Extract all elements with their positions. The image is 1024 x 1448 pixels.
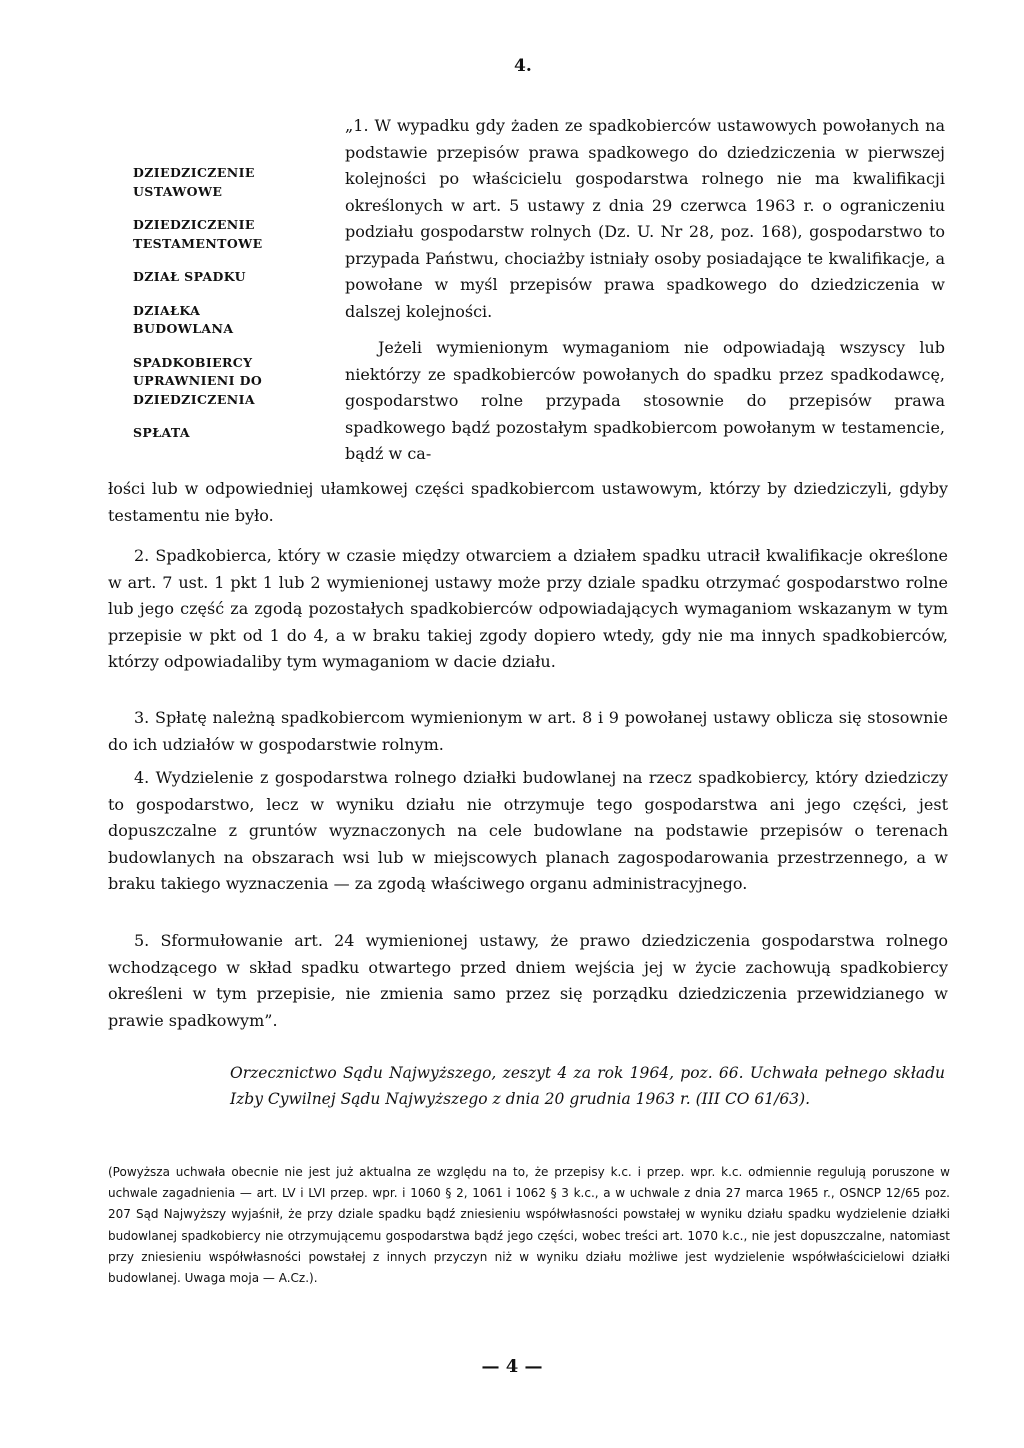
keyword-spadkobiercy-uprawnieni: SPADKOBIERCY UPRAWNIENI DO DZIEDZICZENIA <box>133 354 263 407</box>
keyword-dziedziczenie-ustawowe: DZIEDZICZENIE USTAWOWE <box>133 165 255 199</box>
paragraph-5: 5. Sformułowanie art. 24 wymienionej ustawy, że prawo dziedziczenia gospodarstwa rolnego wchodzącego w skład spadku otwartego przed dniem wejścia jej w życie zachowują spadkobiercy określeni w tym przepisie, nie zmienia samo przez się porządku dziedziczenia przewidzianego w prawie spadkowym”. <box>108 931 948 1030</box>
page-number-top: 4. <box>514 56 532 76</box>
margin-keywords <box>133 164 333 458</box>
page-number-bottom: — 4 — <box>481 1356 543 1377</box>
paragraph-1-second: Jeżeli wymienionym wymaganiom nie odpowiadają wszyscy lub niektórzy ze spadkobierców powołanych do spadku przez spadkodawcę, gospodarstwo rolne przypada stosownie do przepisów prawa spadkowego bądź pozostałym spadkobiercom powołanym w testamencie, bądź w ca- <box>345 338 945 463</box>
paragraph-1-continuation: łości lub w odpowiedniej ułamkowej części spadkobiercom ustawowym, którzy by dziedziczyli, gdyby testamentu nie było. <box>108 479 948 525</box>
editor-note: (Powyższa uchwała obecnie nie jest już aktualna ze względu na to, że przepisy k.c. i przep. wpr. k.c. odmiennie regulują poruszone w uchwale zagadnienia — art. LV i LVI przep. wpr. i 1060 § 2, 1061 i 1062 § 3 k.c., a w uchwale z dnia 27 marca 1965 r., OSNCP 12/65 poz. 207 Sąd Najwyższy wyjaśnił, że przy dziale spadku bądź zniesieniu współwłasności powstałej w wyniku działu spadku wydzielenie działki budowlanej spadkobiercy nie otrzymującemu gospodarstwa bądź jego części, wobec treści art. 1070 k.c., nie jest dopuszczalne, natomiast przy zniesieniu współwłasności powstałej z innych przyczyn niż w wyniku działu możliwe jest wydzielenie współwłaścicielowi działki budowlanej. Uwaga moja — A.Cz.). <box>108 1165 950 1286</box>
paragraph-2: 2. Spadkobierca, który w czasie między otwarciem a działem spadku utracił kwalifikacje określone w art. 7 ust. 1 pkt 1 lub 2 wymienionej ustawy może przy dziale spadku otrzymać gospodarstwo rolne lub jego część za zgodą pozostałych spadkobierców odpowiadających wymaganiom wskazanym w tym przepisie w pkt od 1 do 4, a w braku takiej zgody dopiero wtedy, gdy nie ma innych spadkobierców, którzy odpowiadaliby tym wymaganiom w dacie działu. <box>108 546 948 671</box>
paragraph-1-continuation-block <box>108 476 948 529</box>
paragraph-3-block <box>108 705 948 758</box>
keyword-dzial-spadku: DZIAŁ SPADKU <box>133 269 246 284</box>
keyword-dziedziczenie-testamentowe: DZIEDZICZENIE TESTAMENTOWE <box>133 217 263 251</box>
keyword-dzialka-budowlana: DZIAŁKA BUDOWLANA <box>133 302 234 336</box>
paragraph-2-block <box>108 543 948 676</box>
citation: Orzecznictwo Sądu Najwyższego, zeszyt 4 za rok 1964, poz. 66. Uchwała pełnego składu Izby Cywilnej Sądu Najwyższego z dnia 20 grudnia 1963 r. (III CO 61/63). <box>230 1064 945 1108</box>
keyword-splata: SPŁATA <box>133 425 191 440</box>
resolution-paragraph-1 <box>345 113 945 468</box>
paragraph-5-block <box>108 928 948 1034</box>
paragraph-4-block <box>108 765 948 898</box>
paragraph-1-intro: „1. W wypadku gdy żaden ze spadkobierców ustawowych powołanych na podstawie przepisów prawa spadkowego do dziedziczenia w pierwszej kolejności po właścicielu gospodarstwa rolnego nie ma kwalifikacji określonych w art. 5 ustawy z dnia 29 czerwca 1963 r. o ograniczeniu podziału gospodarstw rolnych (Dz. U. Nr 28, poz. 168), gospodarstwo to przypada Państwu, chociażby istniały osoby posiadające te kwalifikacje, a powołane w myśl przepisów prawa spadkowego do dziedziczenia w dalszej kolejności. <box>345 116 945 321</box>
paragraph-3: 3. Spłatę należną spadkobiercom wymienionym w art. 8 i 9 powołanej ustawy oblicza się stosownie do ich udziałów w gospodarstwie rolnym. <box>108 708 948 754</box>
paragraph-4: 4. Wydzielenie z gospodarstwa rolnego działki budowlanej na rzecz spadkobiercy, który dziedziczy to gospodarstwo, lecz w wyniku działu nie otrzymuje tego gospodarstwa ani jego części, jest dopuszczalne z gruntów wyznaczonych na cele budowlane na podstawie przepisów o terenach budowlanych na obszarach wsi lub w miejscowych planach zagospodarowania przestrzennego, a w braku takiego wyznaczenia — za zgodą właściwego organu administracyjnego. <box>108 768 948 893</box>
